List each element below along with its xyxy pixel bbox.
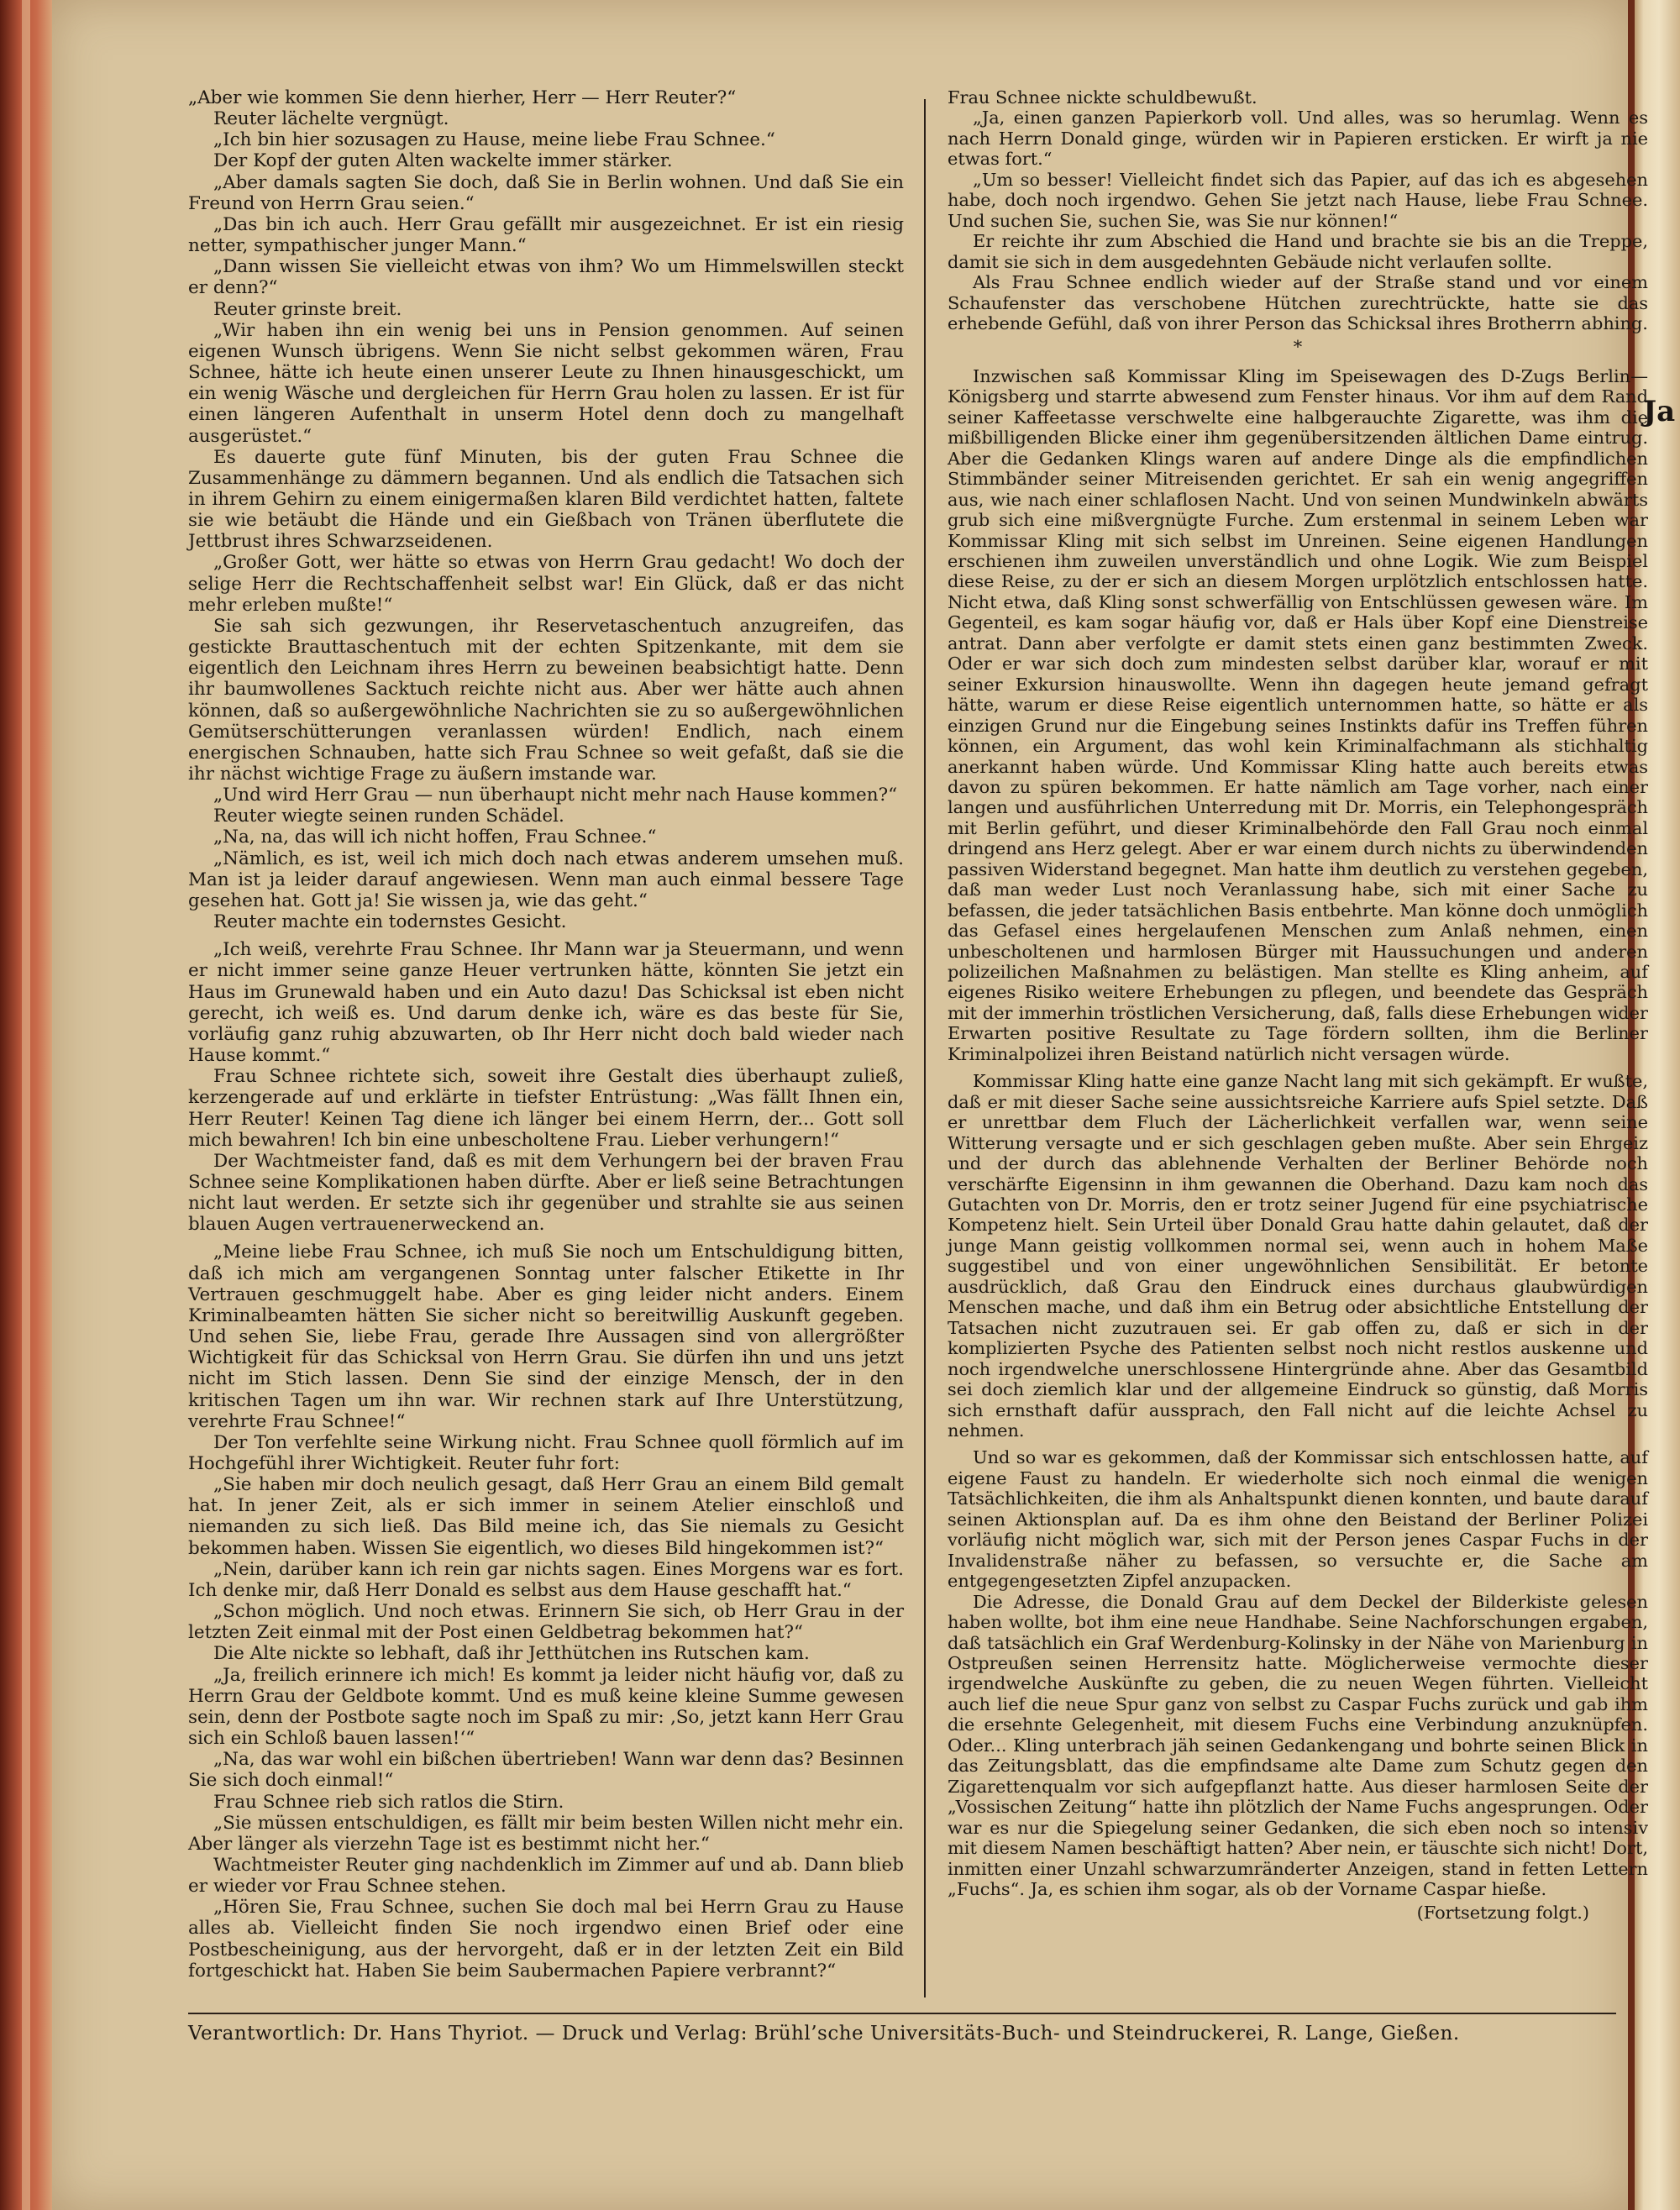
paragraph: „Sie müssen entschuldigen, es fällt mir beim besten Willen nicht mehr ein. Aber länger als vierzehn Tage ist es bestimmt nicht her.“ xyxy=(188,1812,904,1855)
paragraph: „Schon möglich. Und noch etwas. Erinnern Sie sich, ob Herr Grau in der letzten Zeit einmal mit der Post einen Geldbetrag bekommen hat?“ xyxy=(188,1601,904,1644)
paragraph: Der Wachtmeister fand, daß es mit dem Verhungern bei der braven Frau Schnee seine Komplikationen haben dürfte. Aber er ließ seine Betrachtungen nicht laut werden. Er setzte sich ihr gegenüber und strahlte sie aus seinen blauen Augen vertrauenerweckend an. xyxy=(188,1150,904,1236)
paragraph: Reuter grinste breit. xyxy=(213,298,402,320)
paragraph: Der Ton verfehlte seine Wirkung nicht. Frau Schnee quoll förmlich auf im Hochgefühl ihrer Wichtigkeit. Reuter fuhr fort: xyxy=(188,1431,904,1474)
paragraph: Frau Schnee rieb sich ratlos die Stirn. xyxy=(213,1791,564,1813)
paragraph: Reuter lächelte vergnügt. xyxy=(213,108,449,130)
continuation-note: (Fortsetzung folgt.) xyxy=(1416,1903,1589,1924)
paragraph: Inzwischen saß Kommissar Kling im Speisewagen des D-Zugs Berlin—Königsberg und starrte abwesend zum Fenster hinaus. Vor ihm auf dem Rand seiner Kaffeetasse verschwelte eine halbgerauchte Zigarette, was ihm die mißbilligenden Blicke einer ihm gegenübersitzenden ältlichen Dame eintrug. Aber die Gedanken Klings waren auf andere Dinge als die empfindlichen Stimmbänder seiner Mitreisenden gerichtet. Er sah ein wenig angegriffen aus, wie nach einer schlaflosen Nacht. Und von seinen Mundwinkeln abwärts grub sich eine mißvergnügte Furche. Zum erstenmal in seinem Leben war Kommissar Kling mit sich selbst im Unreinen. Seine eigenen Handlungen erschienen ihm zuweilen unverständlich und ohne Logik. Wie zum Beispiel diese Reise, zu der er sich an diesem Morgen urplötzlich entschlossen hatte. Nicht etwa, daß Kling sonst schwerfällig von Entschlüssen gewesen wäre. Im Gegenteil, es kam sogar häufig vor, daß er Hals über Kopf eine Dienstreise antrat. Dann aber verfolgte er damit stets einen ganz bestimmten Zweck. Oder er war sich doch zum mindesten selbst darüber klar, worauf er mit seiner Exkursion hinauswollte. Wenn ihn dagegen heute jemand gefragt hätte, warum er diese Reise eigentlich unternommen hatte, so hätte er als einzigen Grund nur die Eingebung seines Instinkts dafür ins Treffen führen können, ein Argument, das wohl kein Kriminalfachmann als stichhaltig anerkannt haben würde. Und Kommissar Kling hatte auch bereits etwas davon zu spüren bekommen. Er hatte nämlich am Tage vorher, nach einer langen und ausführlichen Unterredung mit Dr. Morris, ein Telephongespräch mit Berlin geführt, und dieser Kriminalbehörde den Fall Grau noch einmal dringend ans Herz gelegt. Aber er war einem durch nichts zu überwindenden passiven Widerstand begegnet. Man hatte ihm deutlich zu verstehen gegeben, daß man weder Lust noch Veranlassung habe, sich mit einer Sache zu befassen, die jeder tatsächlichen Basis entbehrte. Man könne doch unmöglich das Gefasel eines hergelaufenen Menschen zum Anlaß nehmen, einen unbescholtenen und harmlosen Bürger mit Haussuchungen und anderen polizeilichen Maßnahmen zu belästigen. Man stellte es Kling anheim, auf eigenes Risiko weitere Erhebungen zu pflegen, und beendete das Gespräch mit der immerhin tröstlichen Versicherung, daß, falls diese Erhebungen wider Erwarten positive Resultate zu Tage fördern sollten, ihm die Berliner Kriminalpolizei ihren Beistand natürlich nicht versagen würde. xyxy=(948,365,1649,1064)
paragraph: „Ja, einen ganzen Papierkorb voll. Und alles, was so herumlag. Wenn es nach Herrn Donald ginge, würden wir in Papieren ersticken. Er wirft ja nie etwas fort.“ xyxy=(948,108,1648,170)
paragraph: „Aber wie kommen Sie denn hierher, Herr — Herr Reuter?“ xyxy=(188,87,737,108)
left-text-column xyxy=(188,87,904,1982)
paragraph: „Hören Sie, Frau Schnee, suchen Sie doch mal bei Herrn Grau zu Hause alles ab. Vielleicht finden Sie noch irgendwo einen Brief oder eine Postbescheinigung, aus der hervorgeht, daß er in der letzten Zeit ein Bild fortgeschickt hat. Haben Sie beim Saubermachen Papiere verbrannt?“ xyxy=(188,1897,904,1982)
paragraph: Wachtmeister Reuter ging nachdenklich im Zimmer auf und ab. Dann blieb er wieder vor Frau Schnee stehen. xyxy=(188,1854,904,1898)
section-separator-star: * xyxy=(1293,337,1303,358)
paragraph: Sie sah sich gezwungen, ihr Reservetaschentuch anzugreifen, das gestickte Brauttaschentuch mit der echten Spitzenkante, mit dem sie eigentlich den Leichnam ihres Herrn zu beweinen beabsichtigt hatte. Denn ihr baumwollenes Sacktuch reichte nicht aus. Aber wer hätte auch ahnen können, daß so außergewöhnliche Nachrichten sie zu so außergewöhnlichen Gemütserschütterungen veranlassen würden! Endlich, nach einem energischen Schnauben, hatte sich Frau Schnee so weit gefaßt, daß sie die ihr nächst wichtige Frage zu äußern imstande war. xyxy=(188,615,904,785)
paragraph: Die Adresse, die Donald Grau auf dem Deckel der Bilderkiste gelesen haben wollte, bot ihm eine neue Handhabe. Seine Nachforschungen ergaben, daß tatsächlich ein Graf Werdenburg-Kolinsky in der Nähe von Marienburg in Ostpreußen seinen Herrensitz hatte. Möglicherweise vermochte dieser irgendwelche Auskünfte zu geben, die zu neuen Wegen führten. Vielleicht auch lief die neue Spur ganz von selbst zu Caspar Fuchs zurück und gab ihm die ersehnte Gelegenheit, mit diesem Fuchs eine Verbindung anzuknüpfen. Oder... Kling unterbrach jäh seinen Gedankengang und bohrte seinen Blick in das Zeitungsblatt, das die empfindsame alte Dame zum Schutz gegen den Zigarettenqualm vor sich aufgepflanzt hatte. Aus dieser harmlosen Seite der „Vossischen Zeitung“ hatte ihn plötzlich der Name Fuchs angesprungen. Oder war es nur die Spiegelung seiner Gedanken, die sich eben noch so intensiv mit diesem Namen beschäftigt hatten? Aber nein, er täuschte sich nicht! Dort, inmitten einer Unzahl schwarzumränderter Anzeigen, stand in fetten Lettern „Fuchs“. Ja, es schien ihm sogar, als ob der Vorname Caspar hieße. xyxy=(948,1591,1648,1899)
imprint-footer: Verantwortlich: Dr. Hans Thyriot. — Druck und Verlag: Brühl’sche Universitäts-Buch- und Steindruckerei, R. Lange, Gießen. xyxy=(188,2023,1460,2045)
paragraph: „Nein, darüber kann ich rein gar nichts sagen. Eines Morgens war es fort. Ich denke mir, daß Herr Donald es selbst aus dem Hause geschafft hat.“ xyxy=(188,1558,904,1601)
paragraph: „Wir haben ihn ein wenig bei uns in Pension genommen. Auf seinen eigenen Wunsch übrigens. Wenn Sie nicht selbst gekommen wären, Frau Schnee, hätte ich heute einen unserer Leute zu Ihnen hinausgeschickt, um ein wenig Wäsche und dergleichen für Herrn Grau holen zu lassen. Er ist für einen längeren Aufenthalt in unserm Hotel denn doch zu mangelhaft ausgerüstet.“ xyxy=(188,319,904,447)
paragraph: Reuter machte ein todernstes Gesicht. xyxy=(213,911,567,933)
paragraph: Reuter wiegte seinen runden Schädel. xyxy=(213,806,564,827)
paragraph: „Ja, freilich erinnere ich mich! Es kommt ja leider nicht häufig vor, daß zu Herrn Grau der Geldbote kommt. Und es muß keine kleine Summe gewesen sein, denn der Postbote sagte noch im Spaß zu mir: ‚So, jetzt kann Herr Grau sich ein Schloß bauen lassen!‘“ xyxy=(188,1664,904,1750)
paragraph: „Na, das war wohl ein bißchen übertrieben! Wann war denn das? Besinnen Sie sich doch einmal!“ xyxy=(188,1749,904,1792)
paragraph: Frau Schnee nickte schuldbewußt. xyxy=(948,87,1257,108)
paragraph: Der Kopf der guten Alten wackelte immer stärker. xyxy=(213,150,673,172)
paragraph: „Nämlich, es ist, weil ich mich doch nach etwas anderem umsehen muß. Man ist ja leider darauf angewiesen. Wenn man auch einmal bessere Tage gesehen hat. Gott ja! Sie wissen ja, wie das geht.“ xyxy=(188,848,904,911)
paragraph: Als Frau Schnee endlich wieder auf der Straße stand und vor einem Schaufenster das verschobene Hütchen zurechtrückte, hatte sie das erhebende Gefühl, daß von ihrer Person das Schicksal ihres Brotherrn abhing. xyxy=(948,272,1648,333)
paragraph: Kommissar Kling hatte eine ganze Nacht lang mit sich gekämpft. Er wußte, daß er mit dieser Sache seine aussichtsreiche Karriere aufs Spiel setzte. Daß er unrettbar dem Fluch der Lächerlichkeit verfallen war, wenn seine Witterung versagte und er sich geschlagen geben mußte. Aber sein Ehrgeiz und der durch das ablehnende Verhalten der Berliner Behörde noch verschärfte Eigensinn in ihm gewannen die Oberhand. Dazu kam noch das Gutachten von Dr. Morris, den er trotz seiner Jugend für eine psychiatrische Kompetenz hielt. Sein Urteil über Donald Grau hatte dahin gelautet, daß der junge Mann geistig vollkommen normal sei, wenn auch in hohem Maße suggestibel und von einer ungewöhnlichen Sensibilität. Er betonte ausdrücklich, daß Grau den Eindruck eines durchaus glaubwürdigen Menschen mache, und daß ihm ein Betrug oder absichtliche Entstellung der Tatsachen nicht zuzutrauen sei. Er gab offen zu, daß er sich in der komplizierten Psyche des Patienten selbst noch nicht restlos auskenne und noch irgendwelche unerschlossene Hintergründe ahne. Aber das Gesamtbild sei doch ziemlich klar und der allgemeine Eindruck so günstig, daß Morris sich ernsthaft dafür aussprach, den Fall nicht auf die leichte Achsel zu nehmen. xyxy=(948,1071,1648,1441)
paragraph: „Und wird Herr Grau — nun überhaupt nicht mehr nach Hause kommen?“ xyxy=(213,785,898,806)
adjacent-page-fragment: Ja xyxy=(1643,395,1676,428)
binding-edge xyxy=(22,0,30,2210)
paragraph: „Großer Gott, wer hätte so etwas von Herrn Grau gedacht! Wo doch der selige Herr die Rechtschaffenheit selbst war! Ein Glück, daß er das nicht mehr erleben mußte!“ xyxy=(188,552,904,616)
paragraph: Er reichte ihr zum Abschied die Hand und brachte sie bis an die Treppe, damit sie sich in dem ausgedehnten Gebäude nicht verlaufen sollte. xyxy=(948,231,1648,272)
column-divider xyxy=(924,99,926,1997)
paragraph: Es dauerte gute fünf Minuten, bis der guten Frau Schnee die Zusammenhänge zu dämmern begannen. Und als endlich die Tatsachen sich in ihrem Gehirn zu einem einigermaßen klaren Bild verdichtet hatten, faltete sie wie betäubt die Hände und ein Gießbach von Tränen überflutete die Jettbrust ihres Schwarzseidenen. xyxy=(188,446,904,553)
paragraph: Und so war es gekommen, daß der Kommissar sich entschlossen hatte, auf eigene Faust zu handeln. Er wiederholte sich noch einmal die wenigen Tatsächlichkeiten, die ihm als Anhaltspunkt dienen konnten, und baute darauf seinen Aktionsplan auf. Da es ihm ohne den Beistand der Berliner Polizei vorläufig nicht möglich war, sich mit der Person jenes Caspar Fuchs in der Invalidenstraße näher zu befassen, so versuchte er, die Sache am entgegengesetzten Zipfel anzupacken. xyxy=(948,1447,1648,1592)
paragraph: „Das bin ich auch. Herr Grau gefällt mir ausgezeichnet. Er ist ein riesig netter, sympathischer junger Mann.“ xyxy=(188,213,904,257)
paragraph: „Meine liebe Frau Schnee, ich muß Sie noch um Entschuldigung bitten, daß ich mich am vergangenen Sonntag unter falscher Etikette in Ihr Vertrauen geschmuggelt habe. Aber es ging leider nicht anders. Einem Kriminalbeamten hätten Sie sicher nicht so bereitwillig Auskunft gegeben. Und sehen Sie, liebe Frau, gerade Ihre Aussagen sind von allergrößter Wichtigkeit für das Schicksal von Herrn Grau. Sie dürfen ihn und uns jetzt nicht im Stich lassen. Denn Sie sind der einzige Mensch, der in den kritischen Tagen um ihn war. Wir rechnen stark auf Ihre Unterstützung, verehrte Frau Schnee!“ xyxy=(188,1241,904,1432)
paragraph: „Aber damals sagten Sie doch, daß Sie in Berlin wohnen. Und daß Sie ein Freund von Herrn Grau seien.“ xyxy=(188,171,904,214)
paragraph: Die Alte nickte so lebhaft, daß ihr Jetthütchen ins Rutschen kam. xyxy=(213,1643,810,1665)
paragraph: „Ich bin hier sozusagen zu Hause, meine liebe Frau Schnee.“ xyxy=(213,129,775,151)
book-binding-left xyxy=(0,0,52,2210)
right-text-column xyxy=(948,87,1648,1924)
paragraph: Frau Schnee richtete sich, soweit ihre Gestalt dies überhaupt zuließ, kerzengerade auf und erklärte in tiefster Entrüstung: „Was fällt Ihnen ein, Herr Reuter! Keinen Tag diene ich länger bei einem Herrn, der... Gott soll mich bewahren! Ich bin eine unbescholtene Frau. Lieber verhungern!“ xyxy=(188,1066,904,1151)
paragraph: „Na, na, das will ich nicht hoffen, Frau Schnee.“ xyxy=(213,827,657,848)
paragraph: „Um so besser! Vielleicht findet sich das Papier, auf das ich es abgesehen habe, doch noch irgendwo. Gehen Sie jetzt nach Hause, liebe Frau Schnee. Und suchen Sie, suchen Sie, was Sie nur können!“ xyxy=(948,169,1648,231)
paragraph: „Dann wissen Sie vielleicht etwas von ihm? Wo um Himmelswillen steckt er denn?“ xyxy=(188,256,904,299)
footer-rule xyxy=(188,2013,1616,2014)
paragraph: „Ich weiß, verehrte Frau Schnee. Ihr Mann war ja Steuermann, und wenn er nicht immer seine ganze Heuer vertrunken hätte, könnten Sie jetzt ein Haus im Grunewald haben und ein Auto dazu! Das Schicksal ist eben nicht gerecht, ich weiß es. Und darum denke ich, wäre es das beste für Sie, vorläufig ganz ruhig abzuwarten, ob Ihr Herr nicht doch bald wieder nach Hause kommt.“ xyxy=(188,939,904,1067)
paragraph: „Sie haben mir doch neulich gesagt, daß Herr Grau an einem Bild gemalt hat. In jener Zeit, als er sich immer in seinem Atelier einschloß und niemanden zu sich ließ. Das Bild meine ich, das Sie niemals zu Gesicht bekommen haben. Wissen Sie eigentlich, wo dieses Bild hingekommen ist?“ xyxy=(188,1474,904,1559)
